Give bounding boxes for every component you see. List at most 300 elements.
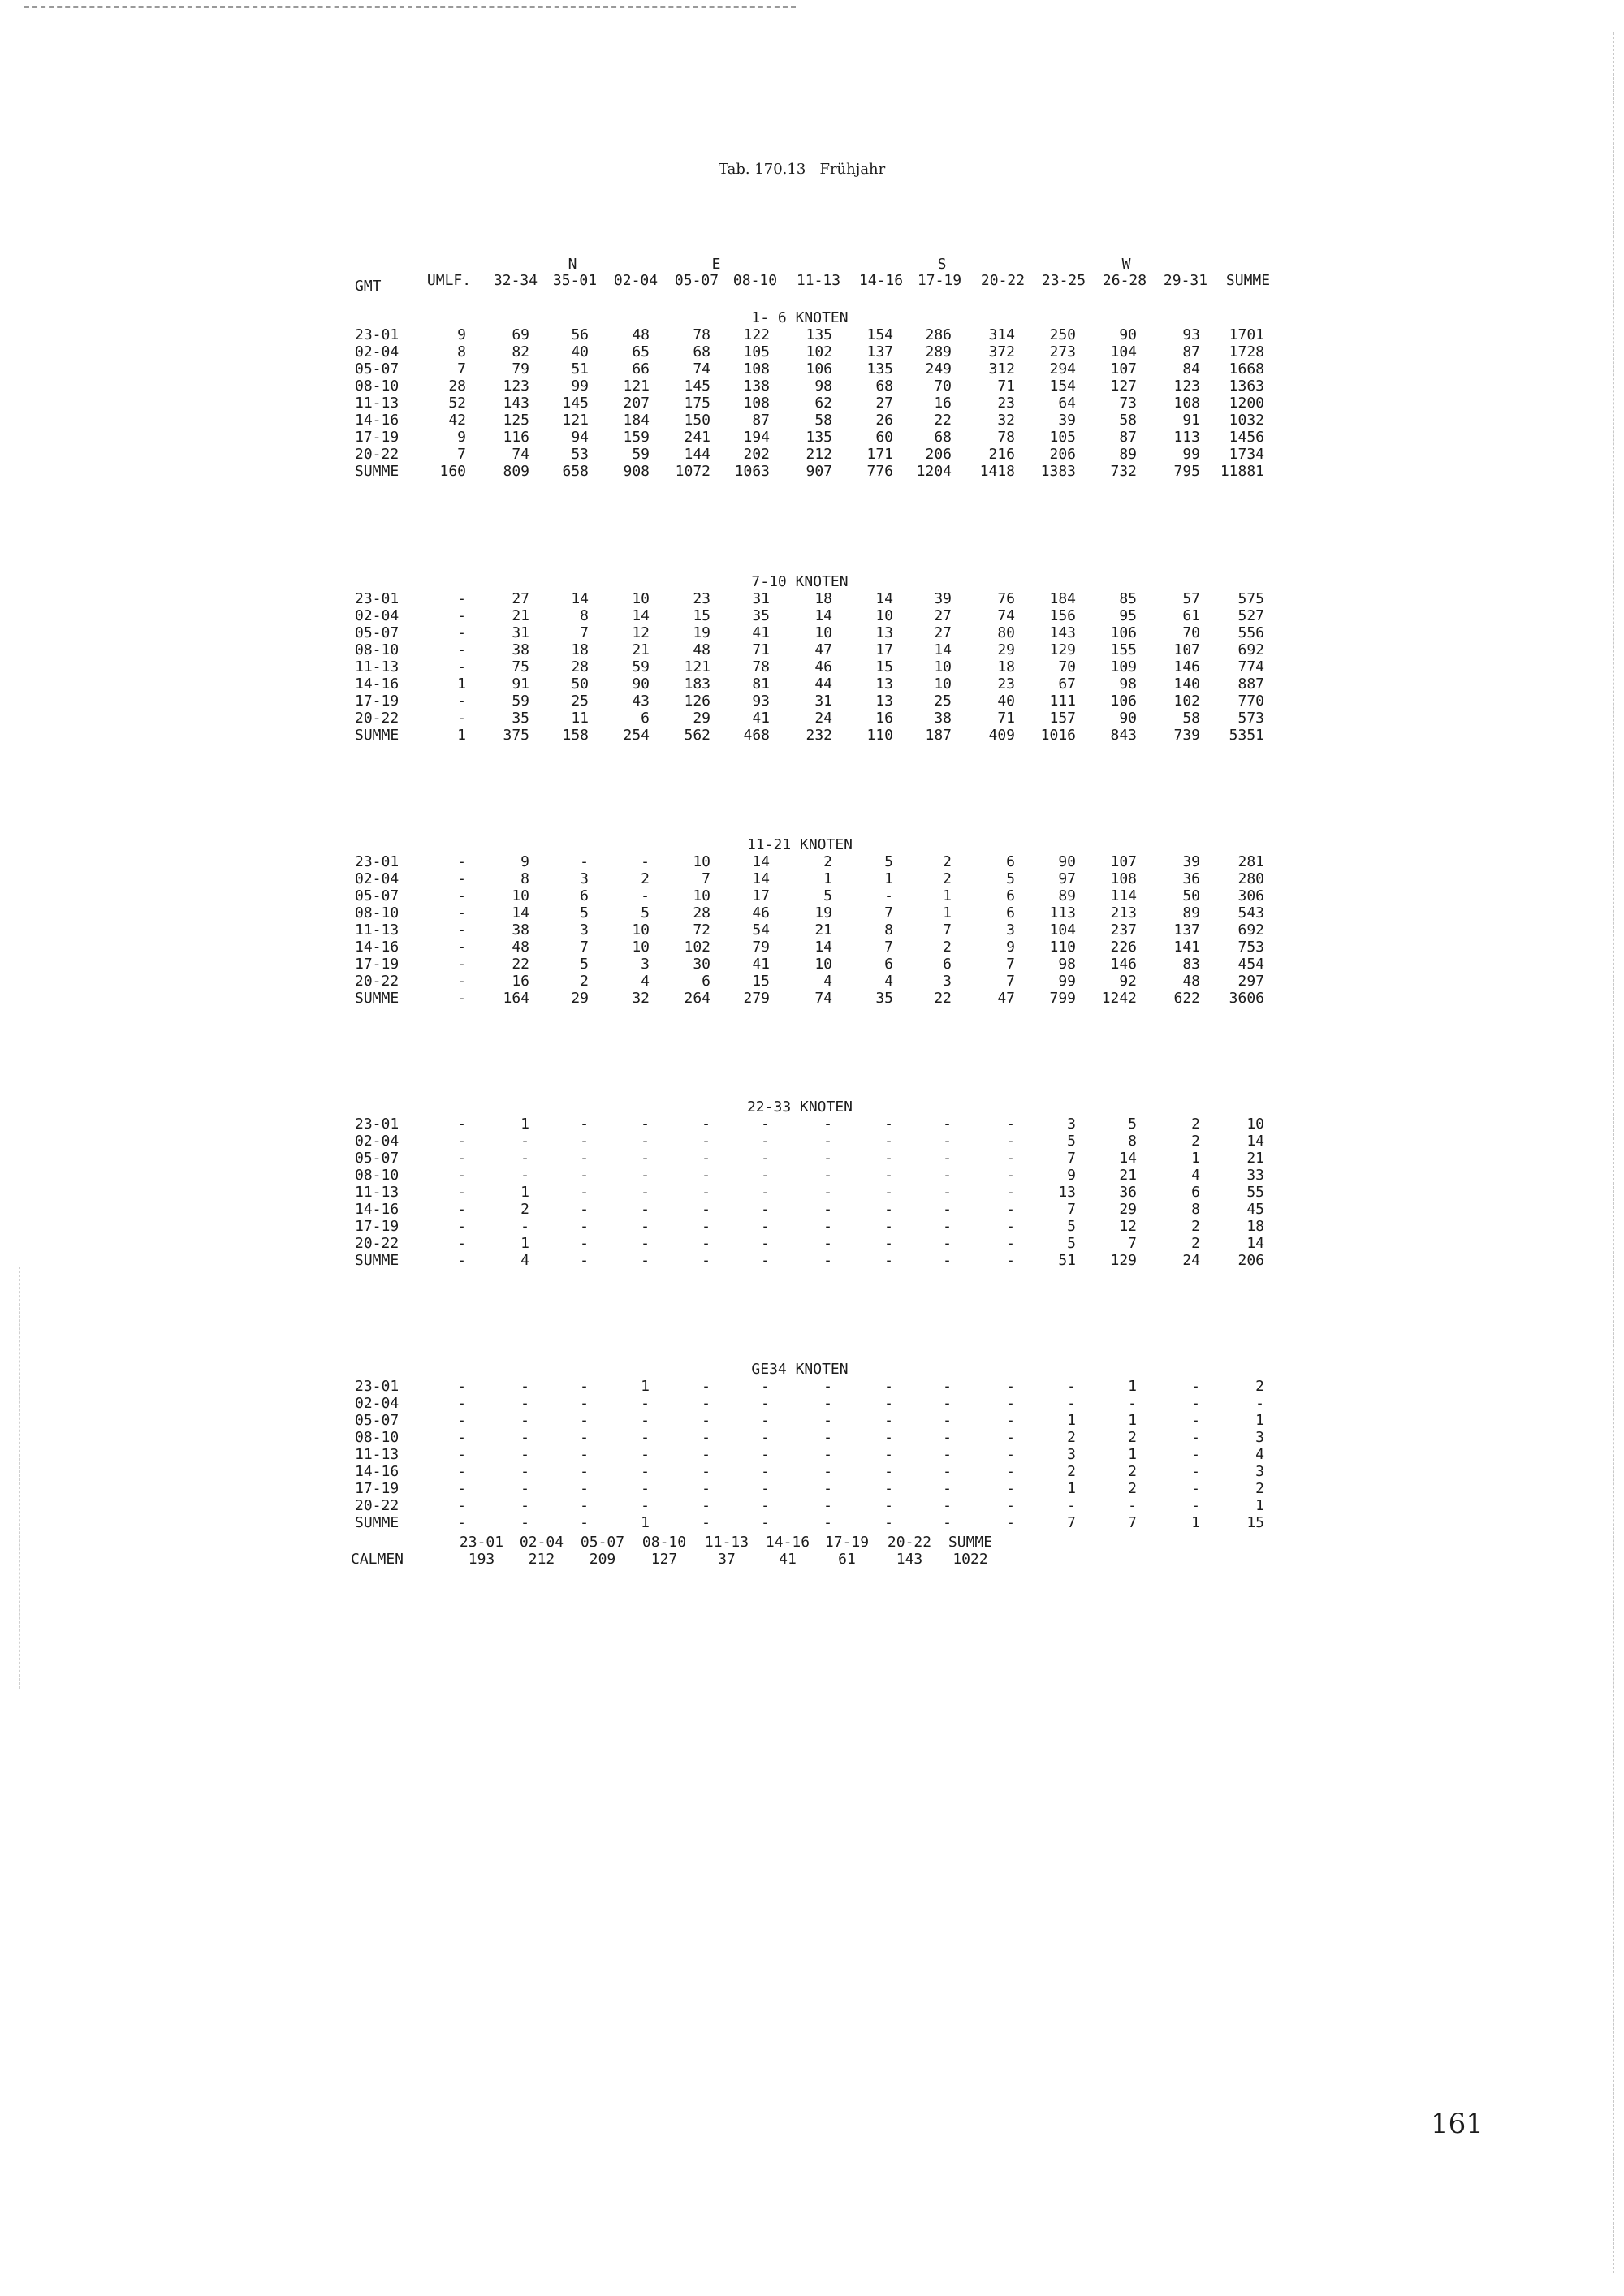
table-cell: 8 (457, 343, 466, 360)
table-cell: 10 (934, 658, 952, 675)
table-cell: - (457, 1497, 466, 1514)
table-cell: 54 (752, 921, 770, 939)
table-cell: 97 (1058, 870, 1076, 887)
table-cell: 8 (884, 921, 893, 939)
table-cell: 770 (1237, 693, 1264, 710)
table-cell: - (1006, 1378, 1015, 1395)
table-cell: - (702, 1116, 710, 1133)
table-cell: - (702, 1252, 710, 1269)
table-cell: - (457, 870, 466, 887)
table-cell: 42 (448, 412, 466, 429)
table-cell: - (702, 1150, 710, 1167)
table-cell: 29 (1119, 1201, 1137, 1218)
table-cell: 1456 (1229, 429, 1264, 446)
table-cell: 48 (632, 326, 650, 343)
table-cell: - (823, 1497, 832, 1514)
table-cell: 6 (1006, 887, 1015, 904)
table-cell: 114 (1110, 887, 1137, 904)
calmen-time: 14-16 (765, 1534, 810, 1551)
table-cell: 111 (1049, 693, 1076, 710)
table-cell: 53 (571, 446, 589, 463)
table-cell: 18 (814, 590, 832, 607)
table-cell: - (702, 1395, 710, 1412)
table-cell: 294 (1049, 360, 1076, 378)
table-cell: 46 (752, 904, 770, 921)
table-cell: - (761, 1167, 770, 1184)
table-cell: - (457, 607, 466, 624)
table-cell: 9 (520, 853, 529, 870)
table-cell: 13 (875, 624, 893, 641)
table-cell: 7 (1128, 1514, 1137, 1531)
table-cell: 22 (934, 412, 952, 429)
column-header: 02-04 (613, 272, 659, 289)
table-cell: 23 (997, 675, 1015, 693)
table-cell: 29 (997, 641, 1015, 658)
table-cell: 2 (580, 973, 589, 990)
table-cell: 99 (1182, 446, 1200, 463)
table-cell: 164 (503, 990, 529, 1007)
table-cell: - (884, 1497, 893, 1514)
table-cell: 60 (875, 429, 893, 446)
table-cell: 59 (632, 446, 650, 463)
table-cell: 102 (684, 939, 710, 956)
row-label: 11-13 (355, 1446, 400, 1463)
table-cell: - (943, 1429, 952, 1446)
table-cell: 123 (503, 378, 529, 395)
table-cell: 3 (580, 921, 589, 939)
table-cell: 7 (702, 870, 710, 887)
table-cell: 250 (1049, 326, 1076, 343)
table-cell: 89 (1119, 446, 1137, 463)
table-cell: 89 (1182, 904, 1200, 921)
table-cell: 108 (1110, 870, 1137, 887)
table-cell: 13 (875, 675, 893, 693)
calmen-time: 20-22 (887, 1534, 932, 1551)
table-cell: 38 (512, 921, 529, 939)
table-cell: 87 (752, 412, 770, 429)
row-label: 23-01 (355, 326, 400, 343)
table-cell: - (823, 1235, 832, 1252)
table-cell: 107 (1110, 853, 1137, 870)
table-cell: 145 (684, 378, 710, 395)
table-cell: 57 (1182, 590, 1200, 607)
table-cell: 85 (1119, 590, 1137, 607)
table-cell: 70 (934, 378, 952, 395)
table-cell: - (884, 1201, 893, 1218)
table-cell: - (641, 1218, 650, 1235)
table-cell: - (1191, 1480, 1200, 1497)
table-cell: 78 (693, 326, 710, 343)
table-title: Tab. 170.13 Frühjahr (719, 161, 886, 178)
table-cell: - (641, 1235, 650, 1252)
table-cell: 98 (814, 378, 832, 395)
table-cell: 213 (1110, 904, 1137, 921)
row-label: 05-07 (355, 360, 400, 378)
calmen-time: 17-19 (824, 1534, 870, 1551)
table-cell: - (580, 1235, 589, 1252)
row-label: 17-19 (355, 429, 400, 446)
table-cell: - (457, 904, 466, 921)
table-cell: 76 (997, 590, 1015, 607)
table-cell: - (580, 1150, 589, 1167)
table-cell: 135 (866, 360, 893, 378)
row-label: 20-22 (355, 1235, 400, 1252)
table-cell: - (823, 1133, 832, 1150)
table-cell: 40 (571, 343, 589, 360)
table-cell: - (884, 1446, 893, 1463)
table-cell: 68 (875, 378, 893, 395)
table-cell: - (761, 1184, 770, 1201)
table-cell: - (1067, 1378, 1076, 1395)
row-label: 17-19 (355, 1480, 400, 1497)
table-cell: 82 (512, 343, 529, 360)
table-cell: 21 (1246, 1150, 1264, 1167)
table-cell: - (1006, 1412, 1015, 1429)
table-cell: 17 (752, 887, 770, 904)
table-cell: 27 (934, 607, 952, 624)
table-cell: 41 (752, 710, 770, 727)
table-cell: 146 (1110, 956, 1137, 973)
table-cell: - (457, 1463, 466, 1480)
table-cell: 2 (1128, 1463, 1137, 1480)
table-cell: 6 (641, 710, 650, 727)
table-cell: 51 (571, 360, 589, 378)
table-cell: - (641, 853, 650, 870)
table-cell: 150 (684, 412, 710, 429)
table-cell: 59 (512, 693, 529, 710)
table-cell: 1 (1067, 1412, 1076, 1429)
table-cell: 1728 (1229, 343, 1264, 360)
table-cell: 795 (1173, 463, 1200, 480)
table-cell: 15 (752, 973, 770, 990)
table-cell: 51 (1058, 1252, 1076, 1269)
table-cell: 14 (512, 904, 529, 921)
table-cell: 10 (693, 853, 710, 870)
table-cell: 1418 (979, 463, 1015, 480)
table-cell: - (580, 1497, 589, 1514)
table-cell: 1 (457, 675, 466, 693)
table-cell: - (884, 1252, 893, 1269)
table-cell: - (1067, 1395, 1076, 1412)
table-cell: - (457, 1235, 466, 1252)
table-cell: 280 (1237, 870, 1264, 887)
table-cell: 122 (743, 326, 770, 343)
table-cell: 28 (448, 378, 466, 395)
table-cell: - (761, 1446, 770, 1463)
table-cell: - (884, 1395, 893, 1412)
table-cell: - (943, 1252, 952, 1269)
table-cell: - (457, 1378, 466, 1395)
table-cell: - (457, 956, 466, 973)
table-cell: 90 (1058, 853, 1076, 870)
table-cell: - (457, 710, 466, 727)
table-cell: - (641, 1429, 650, 1446)
table-cell: 10 (693, 887, 710, 904)
table-cell: 2 (1067, 1463, 1076, 1480)
table-cell: 74 (512, 446, 529, 463)
table-cell: 732 (1110, 463, 1137, 480)
table-cell: - (823, 1184, 832, 1201)
table-cell: - (702, 1184, 710, 1201)
table-cell: 843 (1110, 727, 1137, 744)
table-cell: 7 (1006, 956, 1015, 973)
table-cell: 5 (1128, 1116, 1137, 1133)
table-cell: 19 (693, 624, 710, 641)
table-cell: 121 (562, 412, 589, 429)
table-cell: 14 (934, 641, 952, 658)
calmen-time: 05-07 (580, 1534, 625, 1551)
table-cell: - (1191, 1429, 1200, 1446)
table-cell: 226 (1110, 939, 1137, 956)
table-cell: 216 (988, 446, 1015, 463)
calmen-value: 143 (896, 1551, 923, 1568)
section-title: 1- 6 KNOTEN (751, 309, 849, 326)
row-label: 23-01 (355, 1378, 400, 1395)
table-cell: 10 (875, 607, 893, 624)
table-cell: 137 (866, 343, 893, 360)
calmen-value: 127 (650, 1551, 678, 1568)
table-cell: 15 (1246, 1514, 1264, 1531)
table-cell: 3 (1067, 1446, 1076, 1463)
table-cell: - (761, 1218, 770, 1235)
row-label: 20-22 (355, 973, 400, 990)
table-cell: 306 (1237, 887, 1264, 904)
table-cell: 67 (1058, 675, 1076, 693)
table-cell: - (823, 1429, 832, 1446)
table-cell: 2 (520, 1201, 529, 1218)
table-cell: 110 (866, 727, 893, 744)
table-cell: 35 (875, 990, 893, 1007)
table-cell: 108 (1173, 395, 1200, 412)
table-cell: - (702, 1514, 710, 1531)
table-cell: 375 (503, 727, 529, 744)
table-cell: - (823, 1463, 832, 1480)
table-cell: 171 (866, 446, 893, 463)
table-cell: 11 (571, 710, 589, 727)
table-cell: 6 (1006, 904, 1015, 921)
table-cell: - (761, 1497, 770, 1514)
table-cell: 10 (632, 590, 650, 607)
table-cell: - (457, 1514, 466, 1531)
table-cell: - (761, 1150, 770, 1167)
table-cell: 14 (632, 607, 650, 624)
table-cell: 14 (814, 607, 832, 624)
table-cell: 273 (1049, 343, 1076, 360)
table-cell: - (823, 1116, 832, 1133)
table-cell: - (884, 887, 893, 904)
table-cell: - (1191, 1412, 1200, 1429)
table-cell: 36 (1119, 1184, 1137, 1201)
table-cell: - (1006, 1514, 1015, 1531)
column-header: UMLF. (426, 272, 472, 289)
table-cell: 41 (752, 956, 770, 973)
table-cell: 5 (1006, 870, 1015, 887)
table-cell: 105 (743, 343, 770, 360)
table-cell: 129 (1110, 1252, 1137, 1269)
table-cell: - (823, 1514, 832, 1531)
table-cell: - (943, 1116, 952, 1133)
table-cell: - (520, 1446, 529, 1463)
table-cell: 2 (1191, 1218, 1200, 1235)
table-cell: 56 (571, 326, 589, 343)
table-cell: - (457, 1252, 466, 1269)
table-cell: - (761, 1201, 770, 1218)
table-cell: 127 (1110, 378, 1137, 395)
column-header: 05-07 (674, 272, 719, 289)
row-label: 23-01 (355, 590, 400, 607)
table-cell: - (884, 1133, 893, 1150)
table-cell: 8 (1128, 1133, 1137, 1150)
table-cell: 1242 (1101, 990, 1137, 1007)
table-cell: 104 (1049, 921, 1076, 939)
table-cell: - (943, 1150, 952, 1167)
table-cell: - (823, 1480, 832, 1497)
table-cell: 47 (814, 641, 832, 658)
table-cell: 3 (580, 870, 589, 887)
table-cell: 10 (814, 956, 832, 973)
table-cell: - (457, 1201, 466, 1218)
table-cell: 108 (743, 395, 770, 412)
table-cell: 15 (875, 658, 893, 675)
table-cell: - (641, 1497, 650, 1514)
row-label: 20-22 (355, 446, 400, 463)
table-cell: 30 (693, 956, 710, 973)
table-cell: - (1006, 1235, 1015, 1252)
table-cell: 7 (457, 446, 466, 463)
table-cell: 146 (1173, 658, 1200, 675)
table-cell: 106 (806, 360, 832, 378)
column-header: 29-31 (1163, 272, 1208, 289)
table-cell: - (823, 1201, 832, 1218)
table-cell: 29 (571, 990, 589, 1007)
table-cell: 69 (512, 326, 529, 343)
table-cell: 297 (1237, 973, 1264, 990)
table-cell: 99 (571, 378, 589, 395)
table-cell: 7 (884, 939, 893, 956)
table-cell: - (761, 1480, 770, 1497)
table-cell: 409 (988, 727, 1015, 744)
table-cell: - (884, 1429, 893, 1446)
column-header: GMT (355, 278, 382, 295)
table-cell: 61 (1182, 607, 1200, 624)
table-cell: 145 (562, 395, 589, 412)
table-cell: 575 (1237, 590, 1264, 607)
table-cell: - (1006, 1463, 1015, 1480)
table-cell: 4 (823, 973, 832, 990)
table-cell: 79 (512, 360, 529, 378)
table-cell: 48 (693, 641, 710, 658)
table-cell: 10 (632, 939, 650, 956)
table-cell: 109 (1110, 658, 1137, 675)
table-cell: - (884, 1480, 893, 1497)
table-cell: 18 (997, 658, 1015, 675)
table-cell: 372 (988, 343, 1015, 360)
table-cell: - (580, 1429, 589, 1446)
table-cell: - (641, 1150, 650, 1167)
table-cell: 16 (875, 710, 893, 727)
table-cell: - (457, 1218, 466, 1235)
table-cell: 279 (743, 990, 770, 1007)
table-cell: 14 (814, 939, 832, 956)
table-cell: 249 (925, 360, 952, 378)
table-cell: 1668 (1229, 360, 1264, 378)
table-cell: - (702, 1412, 710, 1429)
table-cell: 7 (1128, 1235, 1137, 1252)
table-cell: 7 (580, 624, 589, 641)
table-cell: 289 (925, 343, 952, 360)
row-label: 20-22 (355, 1497, 400, 1514)
table-cell: 1701 (1229, 326, 1264, 343)
table-cell: 80 (997, 624, 1015, 641)
table-cell: 2 (1128, 1480, 1137, 1497)
table-cell: - (761, 1378, 770, 1395)
row-label: 02-04 (355, 343, 400, 360)
table-cell: - (761, 1235, 770, 1252)
table-cell: - (1191, 1378, 1200, 1395)
table-cell: 106 (1110, 693, 1137, 710)
table-cell: - (457, 693, 466, 710)
table-cell: 27 (875, 395, 893, 412)
table-cell: 35 (752, 607, 770, 624)
column-header: SUMME (1225, 272, 1271, 289)
table-cell: - (457, 921, 466, 939)
table-cell: - (457, 1133, 466, 1150)
table-cell: 129 (1049, 641, 1076, 658)
calmen-value: 209 (589, 1551, 616, 1568)
table-cell: - (1006, 1497, 1015, 1514)
table-cell: - (457, 590, 466, 607)
table-cell: 48 (512, 939, 529, 956)
table-cell: 113 (1173, 429, 1200, 446)
table-cell: - (580, 1480, 589, 1497)
table-cell: 14 (752, 870, 770, 887)
table-cell: - (943, 1378, 952, 1395)
table-cell: 184 (1049, 590, 1076, 607)
table-cell: 2 (1128, 1429, 1137, 1446)
table-cell: - (520, 1514, 529, 1531)
table-cell: 4 (520, 1252, 529, 1269)
table-cell: - (761, 1463, 770, 1480)
table-cell: 908 (623, 463, 650, 480)
column-header: 26-28 (1102, 272, 1147, 289)
table-cell: 13 (875, 693, 893, 710)
row-label: 02-04 (355, 1133, 400, 1150)
table-cell: 62 (814, 395, 832, 412)
table-cell: 9 (1006, 939, 1015, 956)
row-label: 02-04 (355, 607, 400, 624)
table-cell: 1204 (916, 463, 952, 480)
table-cell: 907 (806, 463, 832, 480)
table-cell: 113 (1049, 904, 1076, 921)
column-header: 23-25 (1041, 272, 1086, 289)
direction-label: W (1121, 256, 1131, 273)
table-cell: 125 (503, 412, 529, 429)
table-cell: - (884, 1167, 893, 1184)
table-cell: 1 (1128, 1378, 1137, 1395)
table-cell: 187 (925, 727, 952, 744)
table-cell: 739 (1173, 727, 1200, 744)
table-cell: - (1006, 1446, 1015, 1463)
table-cell: - (520, 1167, 529, 1184)
table-cell: 241 (684, 429, 710, 446)
table-cell: 32 (997, 412, 1015, 429)
row-label: 08-10 (355, 378, 400, 395)
table-cell: - (884, 1184, 893, 1201)
section-title: 7-10 KNOTEN (751, 573, 849, 590)
table-cell: 16 (934, 395, 952, 412)
table-cell: 206 (925, 446, 952, 463)
table-cell: - (823, 1378, 832, 1395)
